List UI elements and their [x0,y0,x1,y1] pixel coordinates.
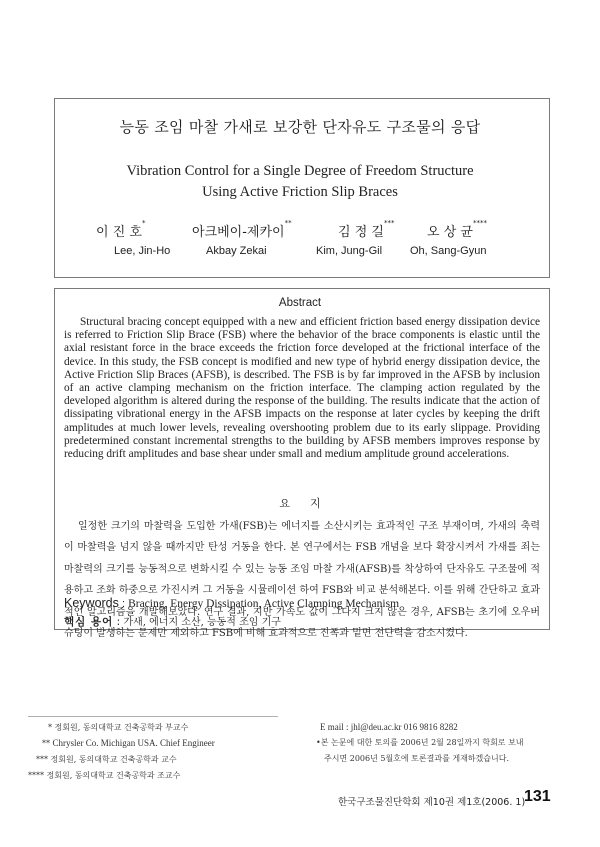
author-3-name-ko: 김 정 길*** [338,219,395,240]
korean-keywords-label: 핵심 용어 [64,616,114,628]
page-number: 131 [524,788,551,805]
abstract-body: Structural bracing concept equipped with a new and efficient friction based energy dissipation device is referred to Friction Slip Brace (FSB) where the behavior of the brace components is elastic until the axial resistant force in the brace exceeds the friction force developed at the frictional interface of the device. In this study, the FSB concept is modified and new type of hybrid energy dissipation device, the Active Friction Slip Braces (AFSB), is described. The FSB is by far improved in the AFSB by inclusion of an active clamping mechanism on the friction interface. The clamping action regulated by the developed algorithm is altered during the response of the building. The results indicate that the action of dissipating vibrational energy in the AFSB impacts on the response at later cycles by keeping the drift amplitudes at much lower levels, revealing overshooting problem due to its early slippage. Providing predetermined constant incremental strengths to the building by AFSB members improves response by reducing drift amplitudes and base shear under small and medium amplitude ground accelerations. [64,316,540,461]
author-1-name-ko: 이 진 호* [96,219,146,240]
author-4-name-en: Oh, Sang-Gyun [410,245,487,257]
title-english-line1: Vibration Control for a Single Degree of Freedom Structure [126,163,474,179]
keywords-label: Keywords [64,596,119,610]
abstract-heading: Abstract [278,297,322,309]
footnote-author-4: **** 정회원, 동의대학교 건축공학과 조교수 [28,771,181,780]
footnote-author-1: * 정회원, 동의대학교 건축공학과 부교수 [48,723,189,732]
author-2-name-en: Akbay Zekai [206,245,267,257]
footnote-discussion-2: 주시면 2006년 5월호에 토론결과를 게재하겠습니다. [324,754,509,763]
korean-keywords-line: 핵심 용어 : 가새, 에너지 소산, 능동적 조임 기구 [64,616,281,628]
title-korean: 능동 조임 마찰 가새로 보강한 단자유도 구조물의 응답 [119,118,481,136]
author-2-name-ko: 아크베이-제카이** [192,219,292,240]
author-3-name-en: Kim, Jung-Gil [316,245,383,257]
korean-keywords-value: 가새, 에너지 소산, 능동적 조임 기구 [123,617,281,628]
author-1-name-en: Lee, Jin-Ho [114,245,171,257]
footnote-rule [28,716,278,717]
footnote-author-2: ** Chrysler Co. Michigan USA. Chief Engineer [42,738,215,748]
footnote-author-3: *** 정회원, 동의대학교 건축공학과 교수 [36,755,177,764]
author-4-name-ko: 오 상 균**** [427,219,487,240]
korean-summary-heading: 요지 [279,497,341,510]
journal-footer: 한국구조물진단학회 제10권 제1호(2006. 1) [338,797,526,808]
korean-summary-body: 일정한 크기의 마찰력을 도입한 가새(FSB)는 에너지를 소산시키는 효과적인 구조 부재이며, 가새의 축력이 마찰력을 넘지 않을 때까지만 탄성 거동을 한다. 본 연구에서는 FSB 개념을 보다 확장시켜서 가새를 죄는 마찰력의 크기를 능동적으로 변화시킬 수 있는 능동 조임 마찰 가새(AFSB)를 착상하여 단자유도 구조물에 적용하고 조화 하중으로 가진시켜 그 거동을 시뮬레이션 하여 FSB와 비교 분석해본다. 이를 위해 간단하고 효과적인 알고리즘을 개발해보았다. 연구 결과, 지반 가속도 값이 그다지 크지 않은 경우, AFSB는 초기에 오우버슈팅이 발생하는 문제만 제외하고 FSB에 비해 효과적으로 진폭과 밑면 전단력을 감소시켰다. [64,521,540,640]
title-english-line2: Using Active Friction Slip Braces [202,184,398,200]
footnote-discussion-1: •본 논문에 대한 토의를 2006년 2월 28일까지 학회로 보내 [316,738,524,747]
footnote-contact: E mail : jhl@deu.ac.kr 016 9816 8282 [320,722,458,732]
keywords-value: Bracing, Energy Dissipation, Active Clamping Mechanism [128,598,400,610]
keywords-line: Keywords : Bracing, Energy Dissipation, Active Clamping Mechanism [64,596,400,610]
